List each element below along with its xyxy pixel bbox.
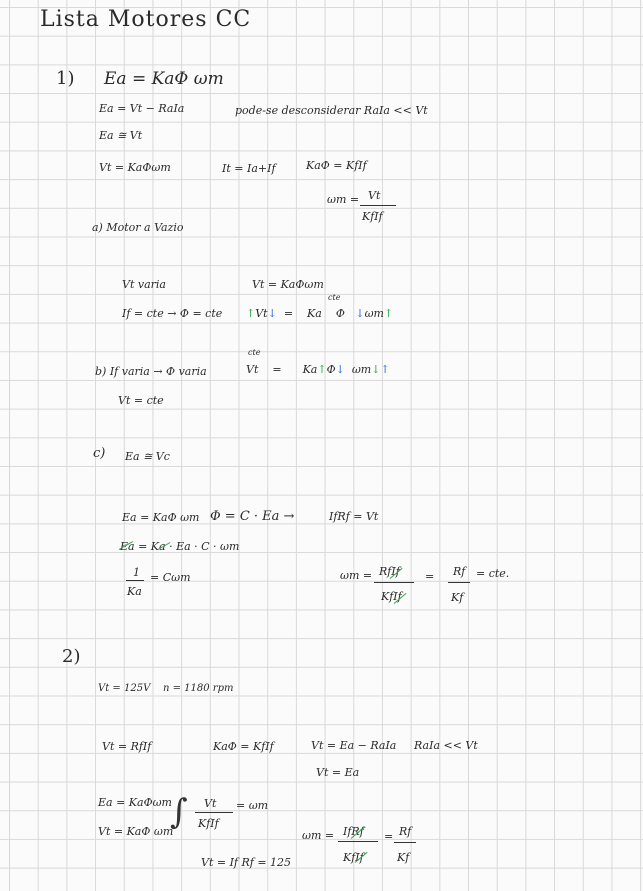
q1c-line3: Φ = C · Ea →: [210, 509, 295, 524]
page-title: Lista Motores CC: [40, 7, 252, 32]
q1c-frac-den: Ka: [127, 585, 142, 598]
q1-eq-ea: Ea = KaΦ ωm: [104, 69, 224, 89]
q1c-wm-den: KfIf: [381, 590, 402, 603]
up-arrow-icon: ↑: [383, 307, 394, 320]
q2-line1: Vt = RfIf: [102, 740, 152, 753]
q1a-phi: Φ: [335, 307, 345, 320]
q2-line7: Vt = If Rf = 125: [201, 856, 292, 869]
q1c-wm-lhs: ωm =: [340, 569, 373, 582]
q1-eq-approx: Ea ≅ Vt: [99, 129, 143, 142]
q1b-line2: Vt = cte: [118, 394, 164, 407]
q2-line6: Vt = KaΦ ωm: [98, 825, 174, 838]
q1c-cte: = cte.: [476, 567, 510, 580]
q1a-line4: [246, 308, 393, 319]
fraction-line: [338, 841, 378, 842]
q2-kf: Kf: [397, 851, 410, 864]
fraction-line: [394, 842, 416, 843]
q1c-line2: Ea = KaΦ ωm: [122, 511, 200, 524]
q2-int-rhs: = ωm: [236, 799, 269, 812]
q1c-eq: =: [425, 570, 435, 583]
q2-eq: =: [384, 830, 394, 843]
integral-icon: ∫: [170, 792, 188, 832]
q1a-line1: Vt varia: [122, 278, 166, 291]
q1c-frac-rhs: = Cωm: [150, 571, 191, 584]
q2-wm-den: KfIf: [343, 851, 364, 864]
q2-wm-num: IfRf: [343, 825, 364, 838]
q1-eq-ea-vt: Ea = Vt − RaIa: [99, 102, 185, 115]
q1-wm-den: KfIf: [362, 210, 383, 223]
q1c-wm-num: RfIf: [379, 565, 400, 578]
down-arrow-icon: ↓: [371, 363, 381, 376]
q1a-wm: ωm: [364, 307, 384, 320]
q1b-phi: Φ: [326, 363, 336, 376]
q1c-frac-num: 1: [133, 566, 140, 579]
q2-int-den: KfIf: [198, 817, 219, 830]
q1a-cte-over: cte: [328, 293, 341, 302]
down-arrow-icon: ↓: [267, 307, 277, 320]
q1a-label: a) Motor a Vazio: [92, 221, 184, 234]
q1b-cte-over: cte: [248, 348, 261, 357]
fraction-line: [195, 812, 233, 813]
fraction-line: [448, 582, 470, 583]
down-arrow-icon: ↓: [335, 363, 345, 376]
q1a-line2: Vt = KaΦωm: [252, 278, 324, 291]
q2-vt: Vt = 125V: [98, 683, 151, 694]
q1b-ka: Ka: [302, 363, 318, 376]
q1c-line1: Ea ≅ Vc: [125, 450, 170, 463]
q2-n: n = 1180 rpm: [163, 683, 234, 694]
q2-line2: KaΦ = KfIf: [213, 740, 274, 753]
q1c-line5: Ea = Ka · Ea · C · ωm: [120, 540, 240, 553]
q2-line3b: RaIa << Vt: [414, 739, 478, 752]
up-arrow-icon: ↑: [317, 363, 327, 376]
question-2-label: 2): [62, 646, 81, 667]
q1c-line4: IfRf = Vt: [329, 510, 379, 523]
q1a-line3: If = cte → Φ = cte: [122, 307, 223, 320]
question-1-label: 1): [56, 68, 75, 89]
q1-eq-it: It = Ia+If: [222, 162, 276, 175]
q2-int-num: Vt: [204, 797, 217, 810]
q1-wm-num: Vt: [368, 189, 381, 202]
q2-line3: Vt = Ea − RaIa: [311, 739, 397, 752]
fraction-line: [374, 582, 414, 583]
q1c-label: c): [93, 446, 106, 461]
q2-wm-lhs: ωm =: [302, 829, 335, 842]
fraction-line: [126, 580, 144, 581]
q1a-ka: Ka: [307, 307, 322, 320]
q1c-kf: Kf: [451, 591, 464, 604]
q1b-eq: =: [272, 363, 282, 376]
up-arrow-icon: ↑: [246, 307, 256, 320]
q1a-eq: =: [283, 307, 294, 320]
down-arrow-icon: ↓: [355, 307, 365, 320]
q1c-rf: Rf: [453, 565, 466, 578]
q1b-label: b) If varia → Φ varia: [95, 365, 207, 378]
q1a-vt: Vt: [255, 307, 268, 320]
q1-eq-kaphi: KaΦ = KfIf: [306, 159, 367, 172]
q1b-vt: Vt: [246, 363, 259, 376]
q1b-wm: ωm: [351, 363, 372, 376]
q1b-line: [246, 364, 390, 375]
q1-note: pode-se desconsiderar RaIa << Vt: [235, 104, 428, 117]
q2-line5: Ea = KaΦωm: [98, 796, 172, 809]
q1-eq-vt: Vt = KaΦωm: [99, 161, 171, 174]
up-arrow-icon: ↑: [380, 363, 390, 376]
q1-wm-lhs: ωm =: [327, 193, 360, 206]
q2-line4: Vt = Ea: [316, 766, 360, 779]
q2-rf: Rf: [399, 825, 412, 838]
fraction-line: [360, 205, 396, 206]
